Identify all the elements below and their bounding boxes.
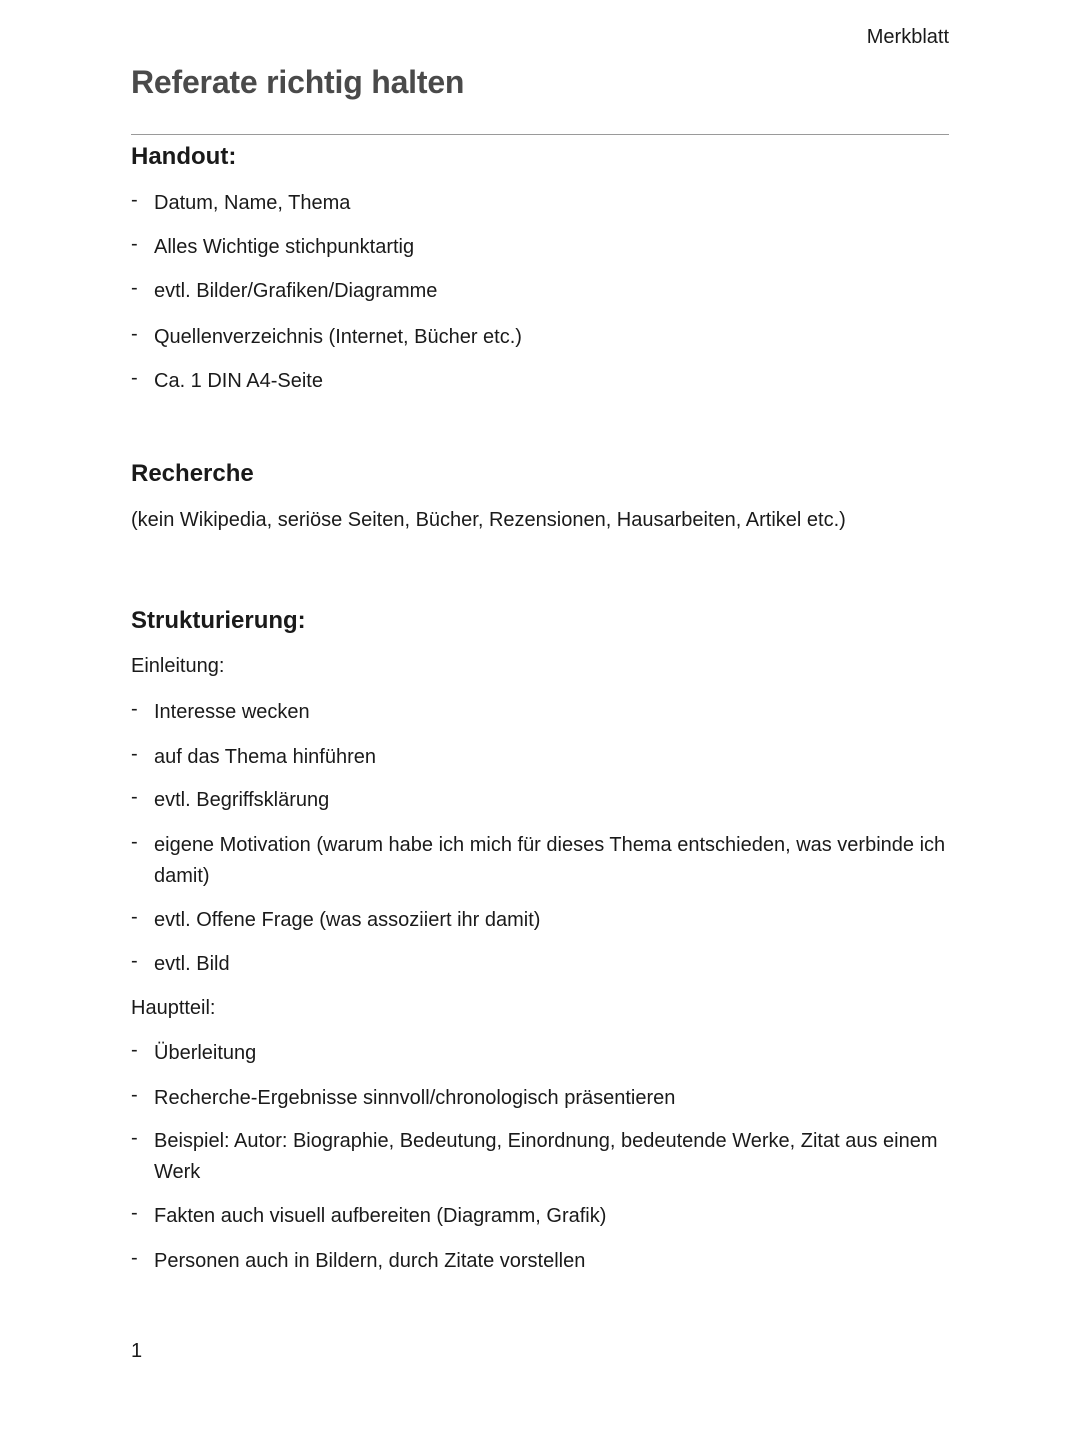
- list-item: - Ca. 1 DIN A4-Seite: [131, 366, 949, 397]
- list-item: - Interesse wecken: [131, 697, 949, 728]
- list-item: - evtl. Offene Frage (was assoziiert ihr damit): [131, 905, 949, 936]
- list-item: - eigene Motivation (warum habe ich mich für dieses Thema entschieden, was verbinde ich damit): [131, 830, 949, 892]
- dash-bullet: -: [131, 233, 138, 255]
- subheading-einleitung: Einleitung:: [131, 655, 225, 677]
- list-item: - Beispiel: Autor: Biographie, Bedeutung, Einordnung, bedeutende Werke, Zitat aus einem Werk: [131, 1126, 949, 1188]
- dash-bullet: -: [131, 323, 138, 345]
- dash-bullet: -: [131, 831, 138, 853]
- list-item: - Alles Wichtige stichpunktartig: [131, 232, 949, 263]
- page-title: Referate richtig halten: [131, 64, 465, 100]
- dash-bullet: -: [131, 1084, 138, 1106]
- einleitung-list: [131, 697, 949, 980]
- section-heading-recherche: Recherche: [131, 460, 254, 487]
- section-heading-strukturierung: Strukturierung:: [131, 607, 306, 634]
- dash-bullet: -: [131, 698, 138, 720]
- section-handout: [131, 140, 949, 397]
- section-recherche: [131, 457, 949, 534]
- list-item: - Fakten auch visuell aufbereiten (Diagramm, Grafik): [131, 1201, 949, 1232]
- list-item: - Quellenverzeichnis (Internet, Bücher etc.): [131, 322, 949, 353]
- dash-bullet: -: [131, 906, 138, 928]
- dash-bullet: -: [131, 1202, 138, 1224]
- dash-bullet: -: [131, 277, 138, 299]
- dash-bullet: -: [131, 743, 138, 765]
- list-item: - evtl. Begriffsklärung: [131, 785, 949, 816]
- dash-bullet: -: [131, 1127, 138, 1149]
- page-number: 1: [131, 1340, 143, 1362]
- recherche-text: (kein Wikipedia, seriöse Seiten, Bücher, Rezensionen, Hausarbeiten, Artikel etc.): [131, 509, 846, 531]
- list-item: - Überleitung: [131, 1038, 949, 1069]
- document-body: [131, 140, 949, 1277]
- title-divider: [131, 134, 949, 135]
- dash-bullet: -: [131, 367, 138, 389]
- section-strukturierung: [131, 604, 949, 1277]
- dash-bullet: -: [131, 189, 138, 211]
- dash-bullet: -: [131, 1247, 138, 1269]
- list-item: - Datum, Name, Thema: [131, 188, 949, 219]
- list-item: - auf das Thema hinführen: [131, 742, 949, 773]
- subheading-hauptteil: Hauptteil:: [131, 997, 216, 1019]
- list-item: - Personen auch in Bildern, durch Zitate vorstellen: [131, 1246, 949, 1277]
- section-heading-handout: Handout:: [131, 143, 237, 170]
- hauptteil-list: [131, 1038, 949, 1277]
- list-item: - evtl. Bilder/Grafiken/Diagramme: [131, 276, 949, 307]
- dash-bullet: -: [131, 786, 138, 808]
- list-item: - Recherche-Ergebnisse sinnvoll/chronologisch präsentieren: [131, 1083, 949, 1114]
- dash-bullet: -: [131, 1039, 138, 1061]
- dash-bullet: -: [131, 950, 138, 972]
- list-item: - evtl. Bild: [131, 949, 949, 980]
- handout-list: [131, 188, 949, 397]
- header-label: Merkblatt: [866, 26, 949, 48]
